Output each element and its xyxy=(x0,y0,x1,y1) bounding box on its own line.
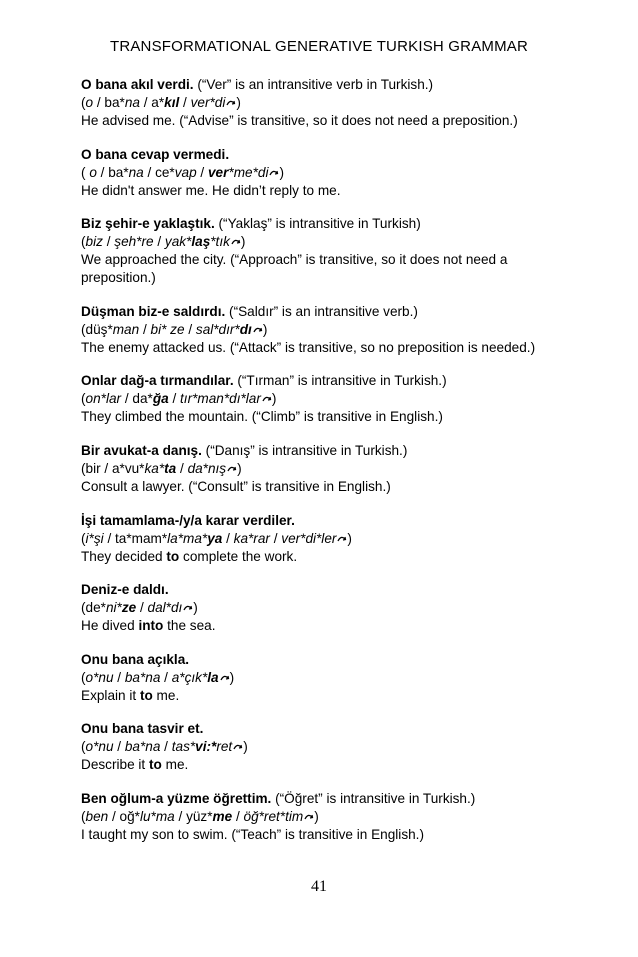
intonation-arc-icon xyxy=(304,812,314,822)
example-entry xyxy=(81,303,551,357)
turkish-sentence: Deniz-e daldı. xyxy=(81,582,169,598)
turkish-sentence: Ben oğlum-a yüzme öğrettim. (“Öğret” is intransitive in Turkish.) xyxy=(81,790,476,806)
intonation-arc-icon xyxy=(269,168,279,178)
turkish-sentence: O bana cevap vermedi. xyxy=(81,146,230,162)
english-translation: Explain it to me. xyxy=(81,687,180,703)
turkish-sentence: O bana akıl verdi. (“Ver” is an intransitive verb in Turkish.) xyxy=(81,77,434,92)
english-translation: They decided to complete the work. xyxy=(81,548,298,564)
intonation-arc-icon xyxy=(262,394,272,404)
example-entry xyxy=(81,651,551,705)
syllabification: (ben / oğ*lu*ma / yüz*me / öğ*ret*tim ) xyxy=(81,808,319,824)
example-entry xyxy=(81,720,551,774)
syllabification: ( o / ba*na / ce*vap / ver*me*di ) xyxy=(81,164,285,180)
example-entry xyxy=(81,790,551,844)
english-translation: He dived into the sea. xyxy=(81,618,216,634)
syllabification: (biz / şeh*re / yak*laş*tık ) xyxy=(81,234,246,250)
example-entry xyxy=(81,372,551,426)
english-translation: Describe it to me. xyxy=(81,757,189,773)
syllabification: (o*nu / ba*na / tas*vi:*ret ) xyxy=(81,739,248,755)
turkish-sentence: Biz şehir-e yaklaştık. (“Yaklaş” is intransitive in Turkish) xyxy=(81,216,421,232)
english-translation: He advised me. (“Advise” is transitive, so it does not need a preposition.) xyxy=(81,113,518,128)
syllabification: (o / ba*na / a*kıl / ver*di ) xyxy=(81,95,241,110)
example-entry xyxy=(81,442,551,496)
turkish-sentence: Düşman biz-e saldırdı. (“Saldır” is an intransitive verb.) xyxy=(81,303,418,319)
example-entry xyxy=(81,512,551,566)
example-entry xyxy=(81,146,551,200)
intonation-arc-icon xyxy=(183,603,193,613)
syllabification: (on*lar / da*ğa / tır*man*dı*lar ) xyxy=(81,391,277,407)
turkish-sentence: İşi tamamlama-/y/a karar verdiler. xyxy=(81,512,295,528)
intonation-arc-icon xyxy=(220,673,230,683)
turkish-sentence: Onu bana açıkla. xyxy=(81,651,190,667)
turkish-sentence: Onlar dağ-a tırmandılar. (“Tırman” is intransitive in Turkish.) xyxy=(81,373,447,389)
english-translation: We approached the city. (“Approach” is transitive, so it does not need a preposition.) xyxy=(81,252,508,286)
intonation-arc-icon xyxy=(233,742,243,752)
syllabification: (o*nu / ba*na / a*çık*la ) xyxy=(81,669,235,685)
syllabification: (i*şi / ta*mam*la*ma*ya / ka*rar / ver*di*ler ) xyxy=(81,530,352,546)
syllabification: (düş*man / bi* ze / sal*dır*dı ) xyxy=(81,321,268,337)
intonation-arc-icon xyxy=(253,325,263,335)
english-translation: The enemy attacked us. (“Attack” is transitive, so no preposition is needed.) xyxy=(81,339,536,355)
syllabification: (bir / a*vu*ka*ta / da*nış ) xyxy=(81,460,242,476)
english-translation: They climbed the mountain. (“Climb” is transitive in English.) xyxy=(81,409,443,425)
turkish-sentence: Onu bana tasvir et. xyxy=(81,721,204,737)
page-number: 41 xyxy=(311,878,327,895)
example-entry xyxy=(81,215,551,287)
running-header: TRANSFORMATIONAL GENERATIVE TURKISH GRAMMAR xyxy=(109,38,529,55)
english-translation: Consult a lawyer. (“Consult” is transitive in English.) xyxy=(81,478,391,494)
example-entry xyxy=(81,581,551,635)
intonation-arc-icon xyxy=(227,464,237,474)
intonation-arc-icon xyxy=(226,98,236,108)
syllabification: (de*ni*ze / dal*dı ) xyxy=(81,600,198,616)
english-translation: I taught my son to swim. (“Teach” is transitive in English.) xyxy=(81,826,424,842)
example-entry xyxy=(81,76,551,130)
english-translation: He didn't answer me. He didn’t reply to me. xyxy=(81,182,341,198)
intonation-arc-icon xyxy=(231,237,241,247)
page-body xyxy=(81,76,551,860)
turkish-sentence: Bir avukat-a danış. (“Danış” is intransitive in Turkish.) xyxy=(81,442,408,458)
intonation-arc-icon xyxy=(337,534,347,544)
